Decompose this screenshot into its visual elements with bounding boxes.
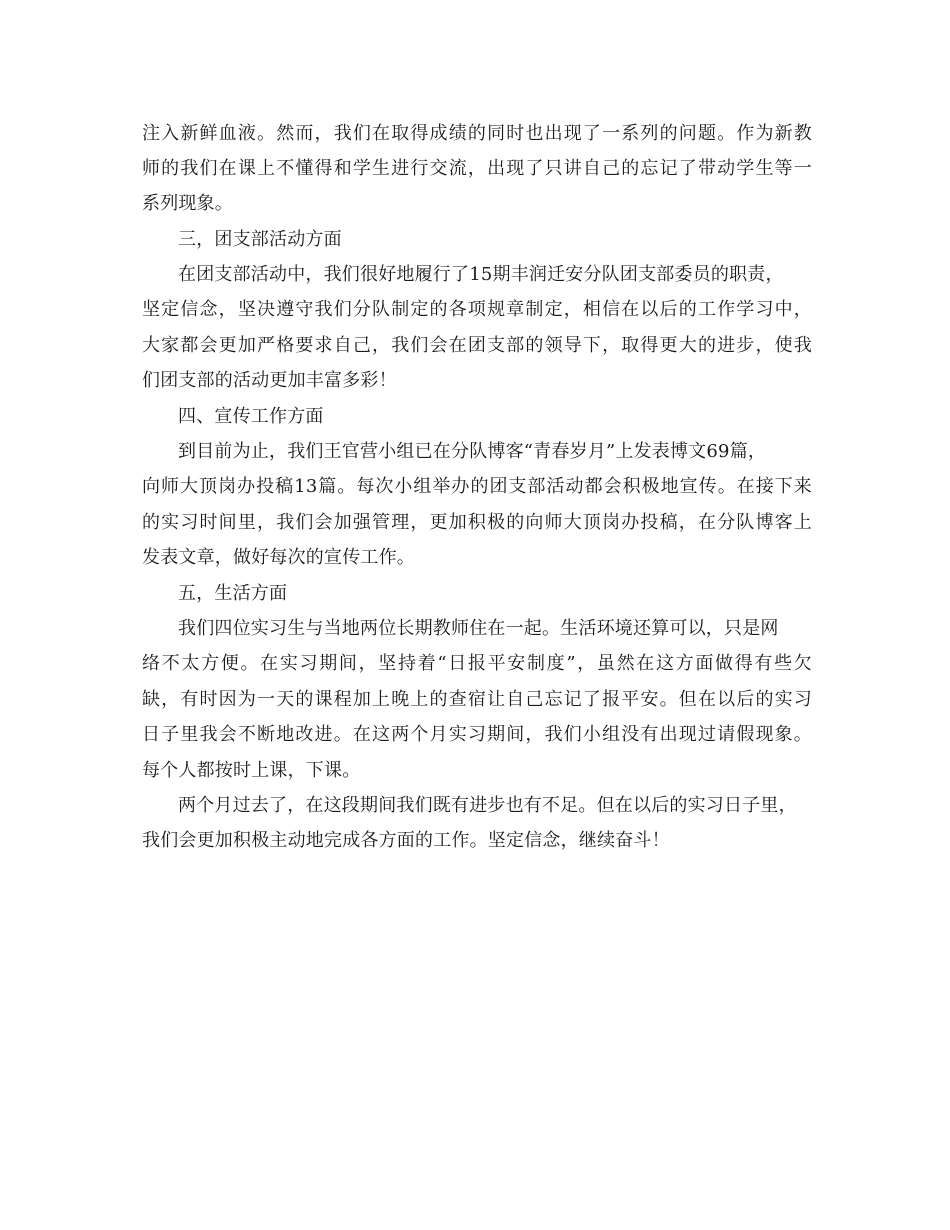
paragraph-line: 两个月过去了，在这段期间我们既有进步也有不足。但在以后的实习日子里， xyxy=(178,795,797,816)
paragraph-line: 我们四位实习生与当地两位长期教师住在一起。生活环境还算可以，只是网 xyxy=(178,618,779,639)
paragraph-line: 络不太方便。在实习期间，坚持着“日报平安制度”，虽然在这方面做得有些欠 xyxy=(142,653,812,674)
section-heading: 三，团支部活动方面 xyxy=(178,229,342,250)
paragraph-line: 的实习时间里，我们会加强管理，更加积极的向师大顶岗办投稿，在分队博客上 xyxy=(142,512,812,533)
paragraph-line: 系列现象。 xyxy=(142,193,233,214)
section-heading: 五，生活方面 xyxy=(178,583,288,604)
paragraph-line: 每个人都按时上课，下课。 xyxy=(142,760,361,781)
paragraph-line: 发表文章，做好每次的宣传工作。 xyxy=(142,547,415,568)
paragraph-line: 注入新鲜血液。然而，我们在取得成绩的同时也出现了一系列的问题。作为新教 xyxy=(142,123,812,144)
paragraph-line: 缺，有时因为一天的课程加上晚上的查宿让自己忘记了报平安。但在以后的实习 xyxy=(142,689,812,710)
paragraph-line: 到目前为止，我们王官营小组已在分队博客“青春岁月”上发表博文69篇， xyxy=(178,441,767,462)
paragraph-line: 我们会更加积极主动地完成各方面的工作。坚定信念，继续奋斗！ xyxy=(142,830,670,851)
paragraph-line: 坚定信念，坚决遵守我们分队制定的各项规章制定，相信在以后的工作学习中， xyxy=(142,299,812,320)
section-heading: 四、宣传工作方面 xyxy=(178,406,324,427)
paragraph-line: 日子里我会不断地改进。在这两个月实习期间，我们小组没有出现过请假现象。 xyxy=(142,724,812,745)
paragraph-line: 在团支部活动中，我们很好地履行了15期丰润迁安分队团支部委员的职责， xyxy=(178,264,784,285)
paragraph-line: 向师大顶岗办投稿13篇。每次小组举办的团支部活动都会积极地宣传。在接下来 xyxy=(142,476,812,497)
paragraph-line: 们团支部的活动更加丰富多彩！ xyxy=(142,370,397,391)
paragraph-line: 大家都会更加严格要求自己，我们会在团支部的领导下，取得更大的进步，使我 xyxy=(142,335,812,356)
paragraph-line: 师的我们在课上不懂得和学生进行交流，出现了只讲自己的忘记了带动学生等一 xyxy=(142,158,812,179)
